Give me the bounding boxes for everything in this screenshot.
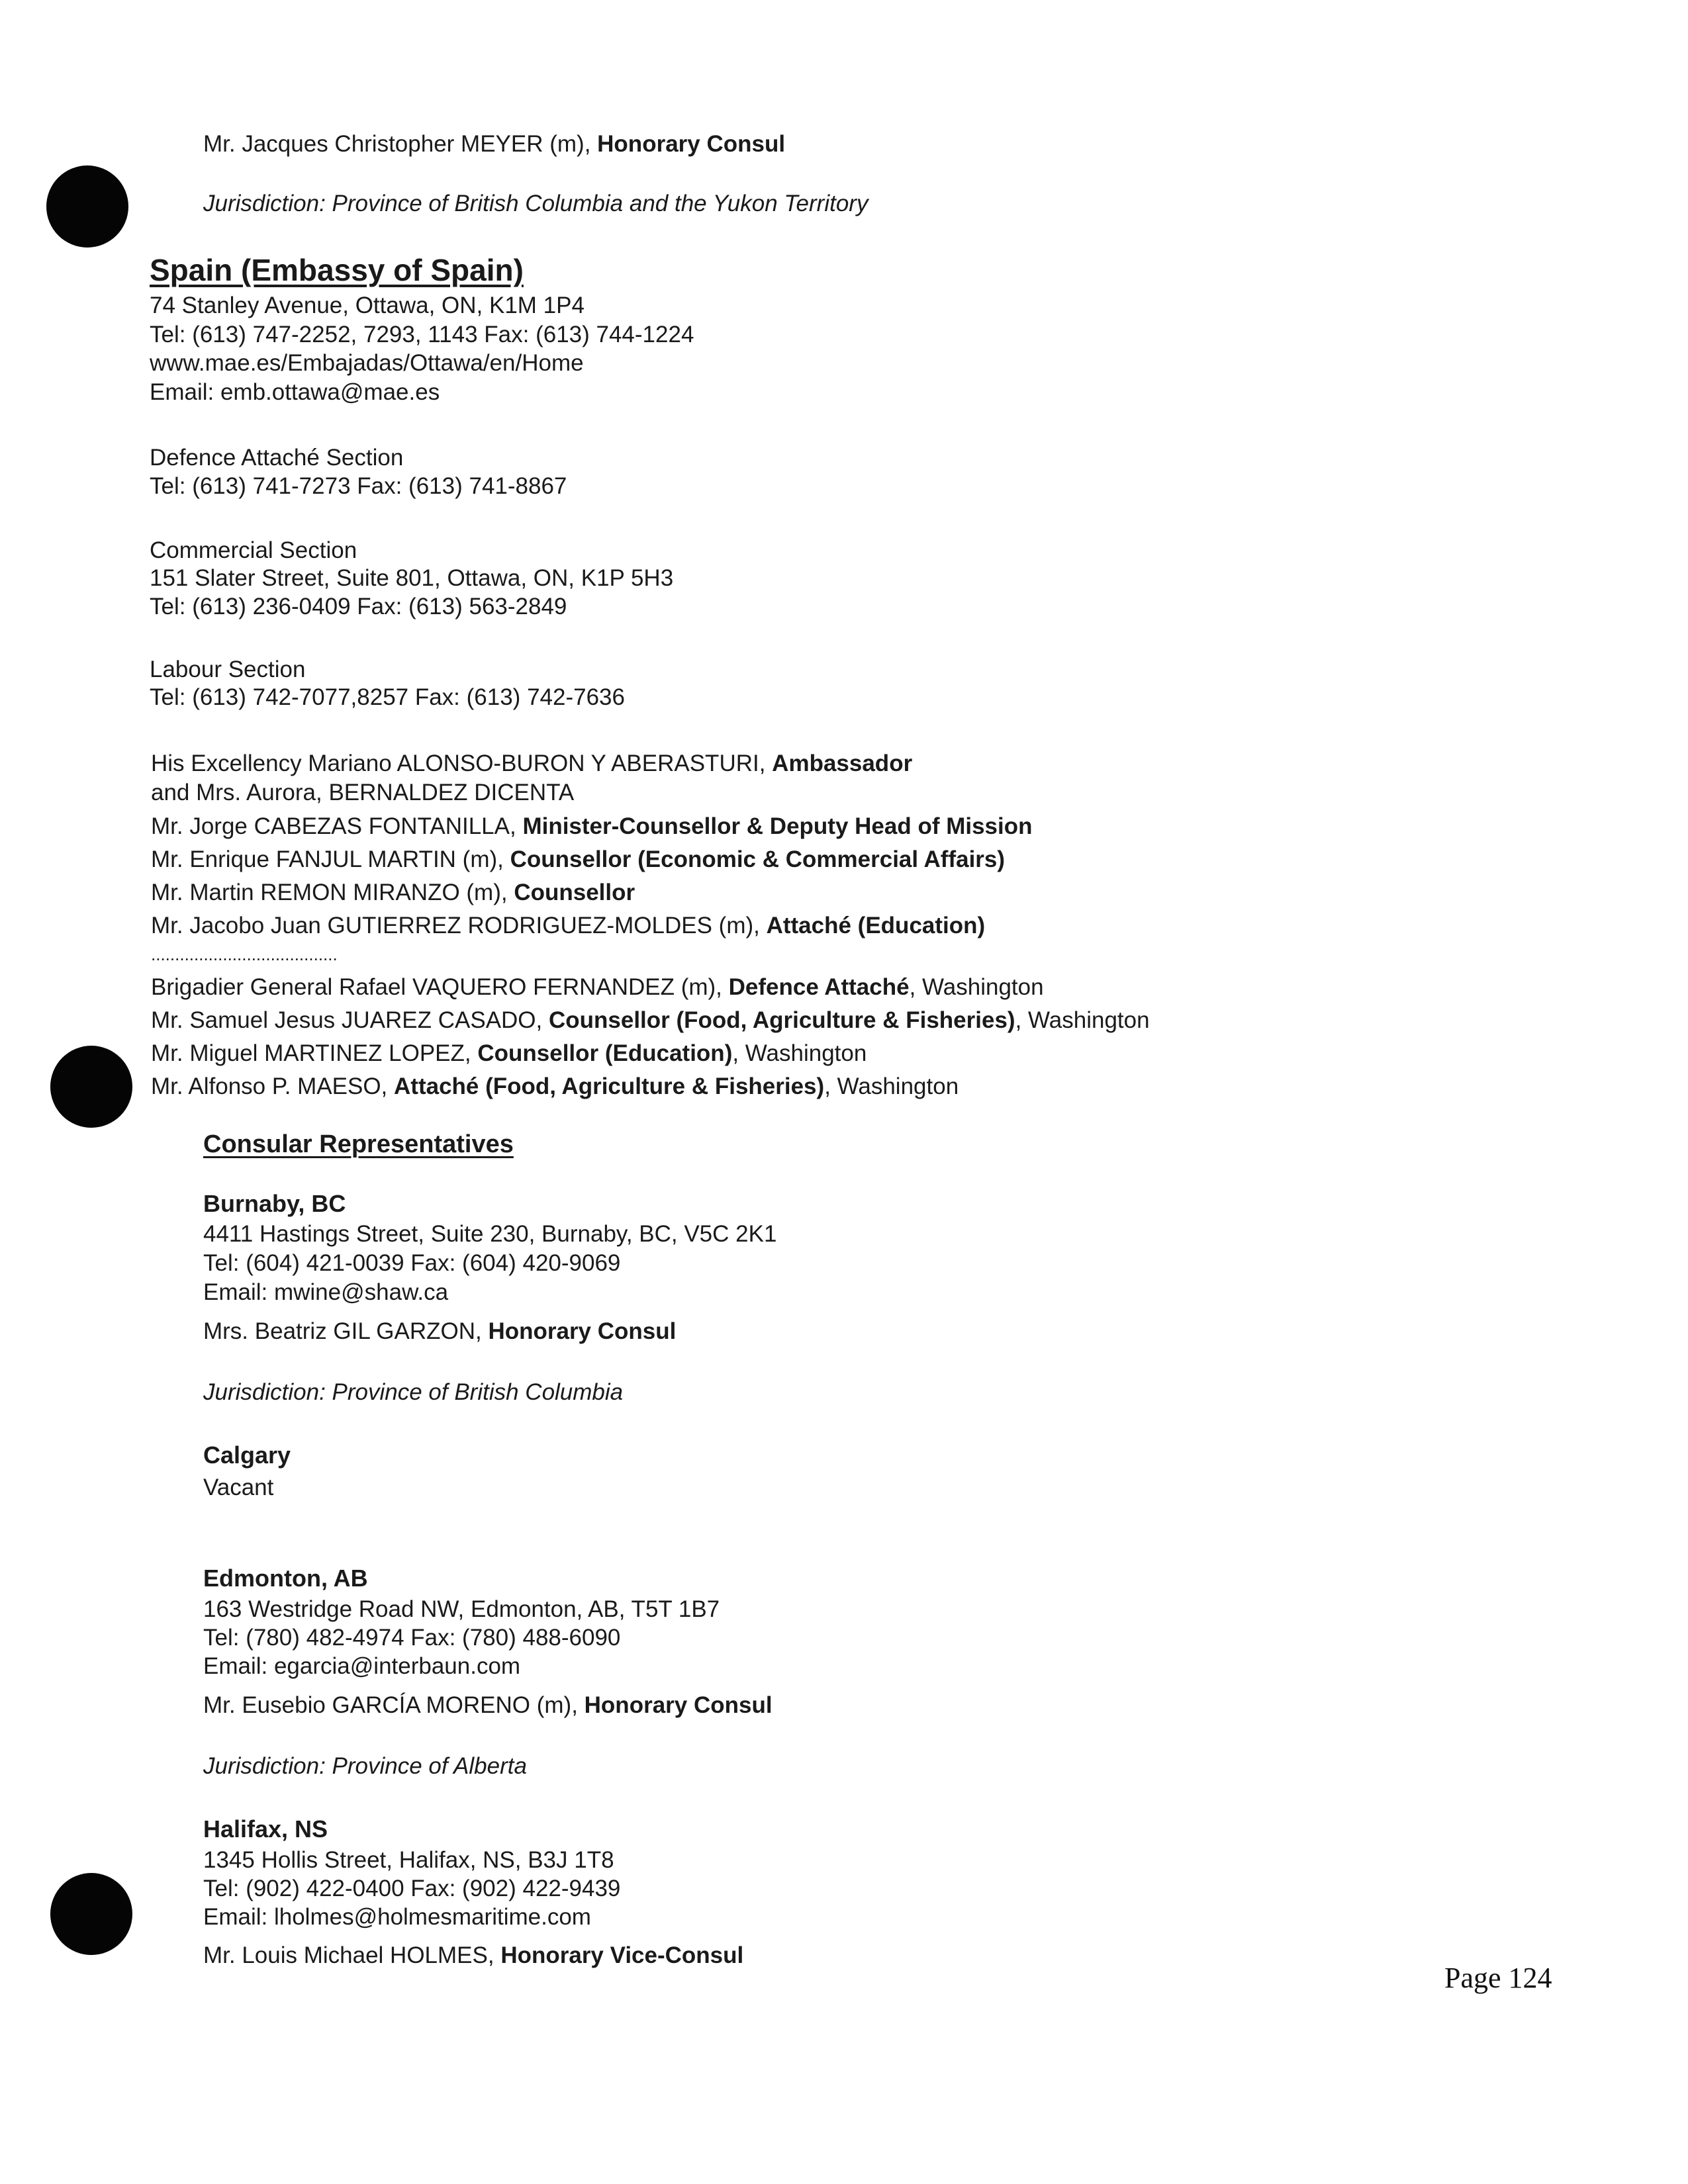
section-name: Commercial Section [150,537,357,563]
staff-entry: Brigadier General Rafael VAQUERO FERNANDEZ (m), Defence Attaché, Washington [151,974,1044,1000]
role: Attaché (Food, Agriculture & Fisheries) [394,1073,825,1099]
staff-entry: Mr. Samuel Jesus JUAREZ CASADO, Counsellor (Food, Agriculture & Fisheries), Washington [151,1007,1150,1033]
intro-person: Mr. Jacques Christopher MEYER (m), Honorary Consul [203,131,786,157]
role: Minister-Counsellor & Deputy Head of Mission [522,813,1033,839]
staff-entry: Mr. Martin REMON MIRANZO (m), Counsellor [151,880,635,905]
edmonton-consul: Mr. Eusebio GARCÍA MORENO (m), Honorary Consul [203,1692,773,1718]
edmonton-tel: Tel: (780) 482-4974 Fax: (780) 488-6090 [203,1625,621,1651]
burnaby-consul: Mrs. Beatriz GIL GARZON, Honorary Consul [203,1318,677,1344]
city-heading-halifax: Halifax, NS [203,1815,328,1843]
staff-entry: Mr. Jacobo Juan GUTIERREZ RODRIGUEZ-MOLDES (m), Attaché (Education) [151,913,986,938]
embassy-heading: Spain (Embassy of Spain) [150,253,524,287]
punch-hole-top [46,165,128,248]
role: Counsellor (Economic & Commercial Affairs) [510,846,1006,872]
city-heading-calgary: Calgary [203,1441,291,1469]
embassy-email: Email: emb.ottawa@mae.es [150,379,440,405]
section-name: Defence Attaché Section [150,445,404,471]
separator: ....................................... [151,944,338,964]
role: Attaché (Education) [766,913,986,938]
role: Honorary Consul [488,1318,677,1344]
punch-hole-middle [50,1046,132,1128]
halifax-address: 1345 Hollis Street, Halifax, NS, B3J 1T8 [203,1847,614,1873]
staff-entry: Mr. Enrique FANJUL MARTIN (m), Counsellor (Economic & Commercial Affairs) [151,846,1006,872]
role: Honorary Vice-Consul [500,1942,744,1968]
burnaby-jurisdiction: Jurisdiction: Province of British Columbia [203,1379,624,1405]
role: Ambassador [772,751,913,776]
intro-jurisdiction: Jurisdiction: Province of British Columbia and the Yukon Territory [203,191,868,216]
edmonton-jurisdiction: Jurisdiction: Province of Alberta [203,1753,527,1779]
role: Counsellor (Education) [477,1040,733,1066]
consular-heading: Consular Representatives [203,1130,514,1158]
staff-entry: Mr. Alfonso P. MAESO, Attaché (Food, Agriculture & Fisheries), Washington [151,1073,959,1099]
staff-entry: and Mrs. Aurora, BERNALDEZ DICENTA [151,780,575,805]
edmonton-address: 163 Westridge Road NW, Edmonton, AB, T5T 1B7 [203,1596,720,1622]
halifax-tel: Tel: (902) 422-0400 Fax: (902) 422-9439 [203,1876,621,1901]
punch-hole-bottom [50,1873,132,1955]
burnaby-email: Email: mwine@shaw.ca [203,1279,449,1305]
edmonton-email: Email: egarcia@interbaun.com [203,1653,521,1679]
section-name: Labour Section [150,657,306,682]
role: Counsellor (Food, Agriculture & Fisheries) [548,1007,1015,1033]
page-number: Page 124 [1444,1962,1552,1994]
city-heading-burnaby: Burnaby, BC [203,1190,346,1217]
embassy-tel: Tel: (613) 747-2252, 7293, 1143 Fax: (613) 744-1224 [150,322,694,347]
section-line: Tel: (613) 741-7273 Fax: (613) 741-8867 [150,473,567,499]
role: Counsellor [514,880,635,905]
section-line: 151 Slater Street, Suite 801, Ottawa, ON, K1P 5H3 [150,565,674,591]
role: Honorary Consul [597,131,786,157]
staff-entry: Mr. Jorge CABEZAS FONTANILLA, Minister-Counsellor & Deputy Head of Mission [151,813,1033,839]
halifax-email: Email: lholmes@holmesmaritime.com [203,1904,591,1930]
halifax-consul: Mr. Louis Michael HOLMES, Honorary Vice-Consul [203,1942,744,1968]
section-line: Tel: (613) 236-0409 Fax: (613) 563-2849 [150,594,567,619]
section-line: Tel: (613) 742-7077,8257 Fax: (613) 742-7636 [150,684,625,710]
embassy-website: www.mae.es/Embajadas/Ottawa/en/Home [150,350,584,376]
embassy-address: 74 Stanley Avenue, Ottawa, ON, K1M 1P4 [150,293,585,318]
city-heading-edmonton: Edmonton, AB [203,1565,368,1592]
staff-entry: His Excellency Mariano ALONSO-BURON Y ABERASTURI, Ambassador [151,751,913,776]
staff-entry: Mr. Miguel MARTINEZ LOPEZ, Counsellor (Education), Washington [151,1040,867,1066]
role: Defence Attaché [728,974,910,1000]
calgary-status: Vacant [203,1475,274,1500]
burnaby-address: 4411 Hastings Street, Suite 230, Burnaby, BC, V5C 2K1 [203,1221,777,1247]
role: Honorary Consul [584,1692,773,1718]
burnaby-tel: Tel: (604) 421-0039 Fax: (604) 420-9069 [203,1250,621,1276]
